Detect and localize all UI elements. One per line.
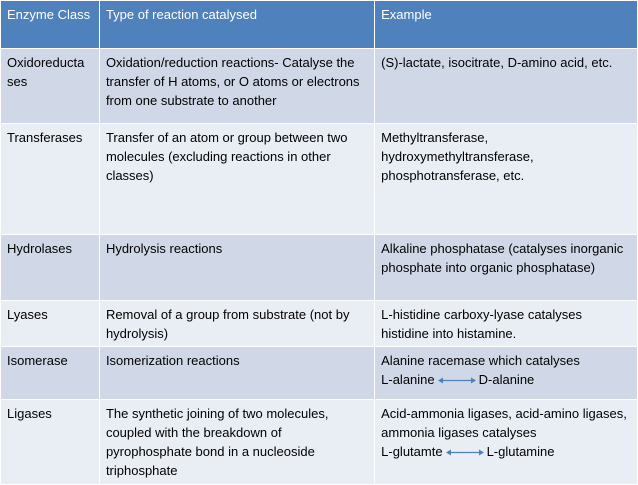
cell-reaction-type: The synthetic joining of two molecules, coupled with the breakdown of pyrophosphate bond in a nucleoside triphosphate [99,400,374,485]
table-row [1,49,638,124]
cell-reaction-type: Isomerization reactions [99,347,374,400]
header-row [1,1,638,49]
double-headed-arrow-icon [446,448,484,457]
example-text: Alanine racemase which catalyses [381,353,580,368]
cell-enzyme-class: Hydrolases [1,235,100,301]
table-row [1,347,638,400]
cell-example: Methyltransferase, hydroxymethyltransferase, phosphotransferase, etc. [375,124,638,235]
header-reaction-type: Type of reaction catalysed [99,1,374,49]
cell-reaction-type: Transfer of an atom or group between two molecules (excluding reactions in other classes) [99,124,374,235]
product-label: D-alanine [478,372,535,387]
reactant-label: L-glutamte [381,444,443,459]
table-row [1,124,638,235]
cell-enzyme-class: Ligases [1,400,100,485]
header-example: Example [375,1,638,49]
cell-enzyme-class: Isomerase [1,347,100,400]
reactant-label: L-alanine [381,372,435,387]
cell-enzyme-class: Oxidoreducta ses [1,49,100,124]
product-label: L-glutamine [486,444,555,459]
example-text: Acid-ammonia ligases, acid-amino ligases, ammonia ligases catalyses [381,406,627,440]
cell-example: Alkaline phosphatase (catalyses inorganic phosphate into organic phosphatase) [375,235,638,301]
cell-enzyme-class: Lyases [1,301,100,347]
table-row [1,301,638,347]
cell-example [375,347,638,400]
table-row [1,235,638,301]
cell-example: L-histidine carboxy-lyase catalyses histidine into histamine. [375,301,638,347]
cell-reaction-type: Hydrolysis reactions [99,235,374,301]
cell-reaction-type: Removal of a group from substrate (not by hydrolysis) [99,301,374,347]
cell-example: (S)-lactate, isocitrate, D-amino acid, etc. [375,49,638,124]
header-enzyme-class: Enzyme Class [1,1,100,49]
double-headed-arrow-icon [438,376,476,385]
cell-enzyme-class: Transferases [1,124,100,235]
cell-reaction-type: Oxidation/reduction reactions- Catalyse the transfer of H atoms, or O atoms or electrons from one substrate to another [99,49,374,124]
table-row [1,400,638,485]
cell-example [375,400,638,485]
